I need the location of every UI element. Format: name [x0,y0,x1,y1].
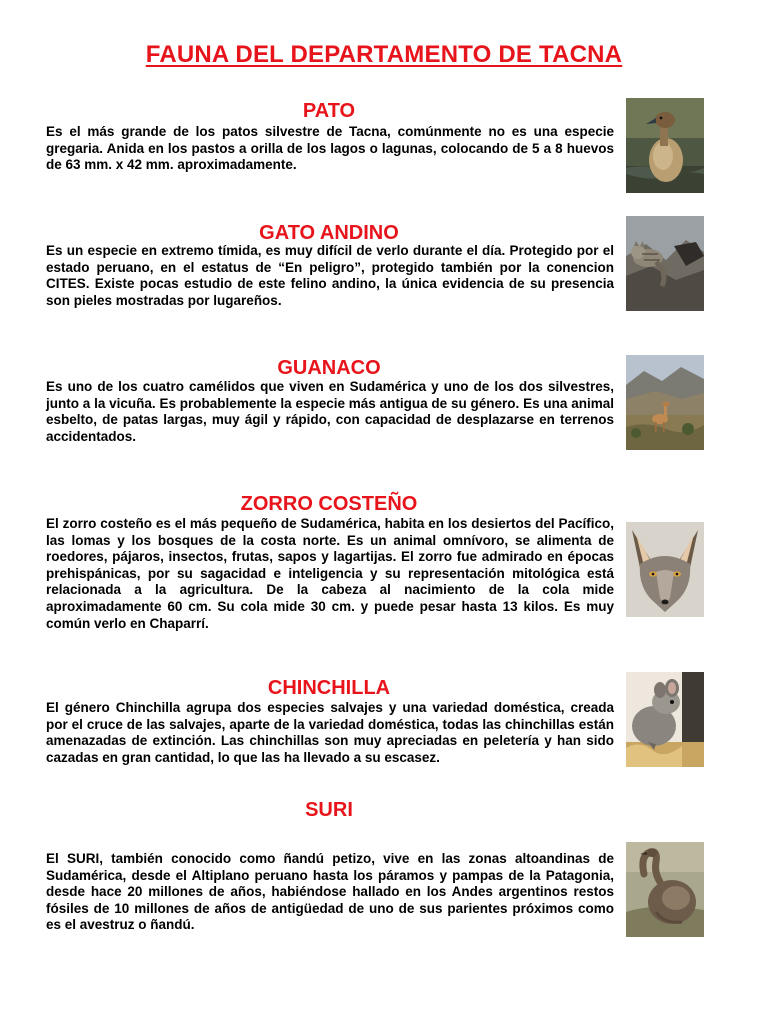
coastal-fox-photo-icon [626,522,704,617]
andean-cat-photo-icon [626,216,704,311]
suri-photo-icon [626,842,704,937]
section-heading-chinchilla: CHINCHILLA [267,677,391,699]
chinchilla-photo-icon [626,672,704,767]
section-text-zorro-costeno: El zorro costeño es el más pequeño de Sudamérica, habita en los desiertos del Pacífico, las lomas y los bosques de la costa norte. Es un animal omnívoro, se alimenta de roedores, pájaros, insectos, frutas, sapos y lagartijas. El zorro fue admirado en épocas prehispánicas, por su sagacidad e inteligencia y su representación mitológica está relacionada a la agricultura. De la cabeza al nacimiento de la cola mide aproximadamente 60 cm. Su cola mide 30 cm. y puede pesar hasta 13 kilos. Es muy común verlo en Chaparrí. [46,516,614,631]
section-text-gato-andino: Es un especie en extremo tímida, es muy difícil de verlo durante el día. Protegido por el estado peruano, en el estatus de “En peligro”, protegido también por la conencion CITES. Existe pocas estudio de este felino andino, la única evidencia de su presencia son pieles mostradas por lugareños. [46,243,614,308]
section-text-guanaco: Es uno de los cuatro camélidos que viven en Sudamérica y uno de los dos silvestres, junto a la vicuña. Es probablemente la especie más antigua de su género. Es una animal esbelto, de patas largas, muy ágil y rápido, con capacidad de desplazarse en terrenos accidentados. [46,379,614,444]
section-text-pato: Es el más grande de los patos silvestre de Tacna, comúnmente no es una especie gregaria. Anida en los pastos a orilla de los lagos o lagunas, colocando de 5 a 8 huevos de 63 mm. x 42 mm. aproximadamente. [46,124,614,173]
section-text-chinchilla: El género Chinchilla agrupa dos especies salvajes y una variedad doméstica, creada por el cruce de las salvajes, aparte de la variedad doméstica, todas las chinchillas están amenazadas de extinción. Las chinchillas son muy apreciadas en peletería y han sido cazadas en gran cantidad, lo que las ha llevado a su escasez. [46,700,614,765]
guanaco-photo-icon [626,355,704,450]
section-heading-pato: PATO [302,100,356,122]
duck-photo-icon [626,98,704,193]
section-heading-gato-andino: GATO ANDINO [259,222,399,244]
section-heading-guanaco: GUANACO [277,357,381,379]
page-title: FAUNA DEL DEPARTAMENTO DE TACNA [145,41,623,68]
section-text-suri: El SURI, también conocido como ñandú petizo, vive en las zonas altoandinas de Sudamérica, desde el Altiplano peruano hasta los páramos y pampas de la Patagonia, desde hace 20 millones de años, habiéndose hallado en los Andes argentinos restos fósiles de 10 millones de años de antigüedad de uno de sus parientes próximos como es el avestruz o ñandú. [46,851,614,933]
section-heading-suri: SURI [305,799,353,821]
section-heading-zorro-costeno: ZORRO COSTEÑO [240,493,418,515]
